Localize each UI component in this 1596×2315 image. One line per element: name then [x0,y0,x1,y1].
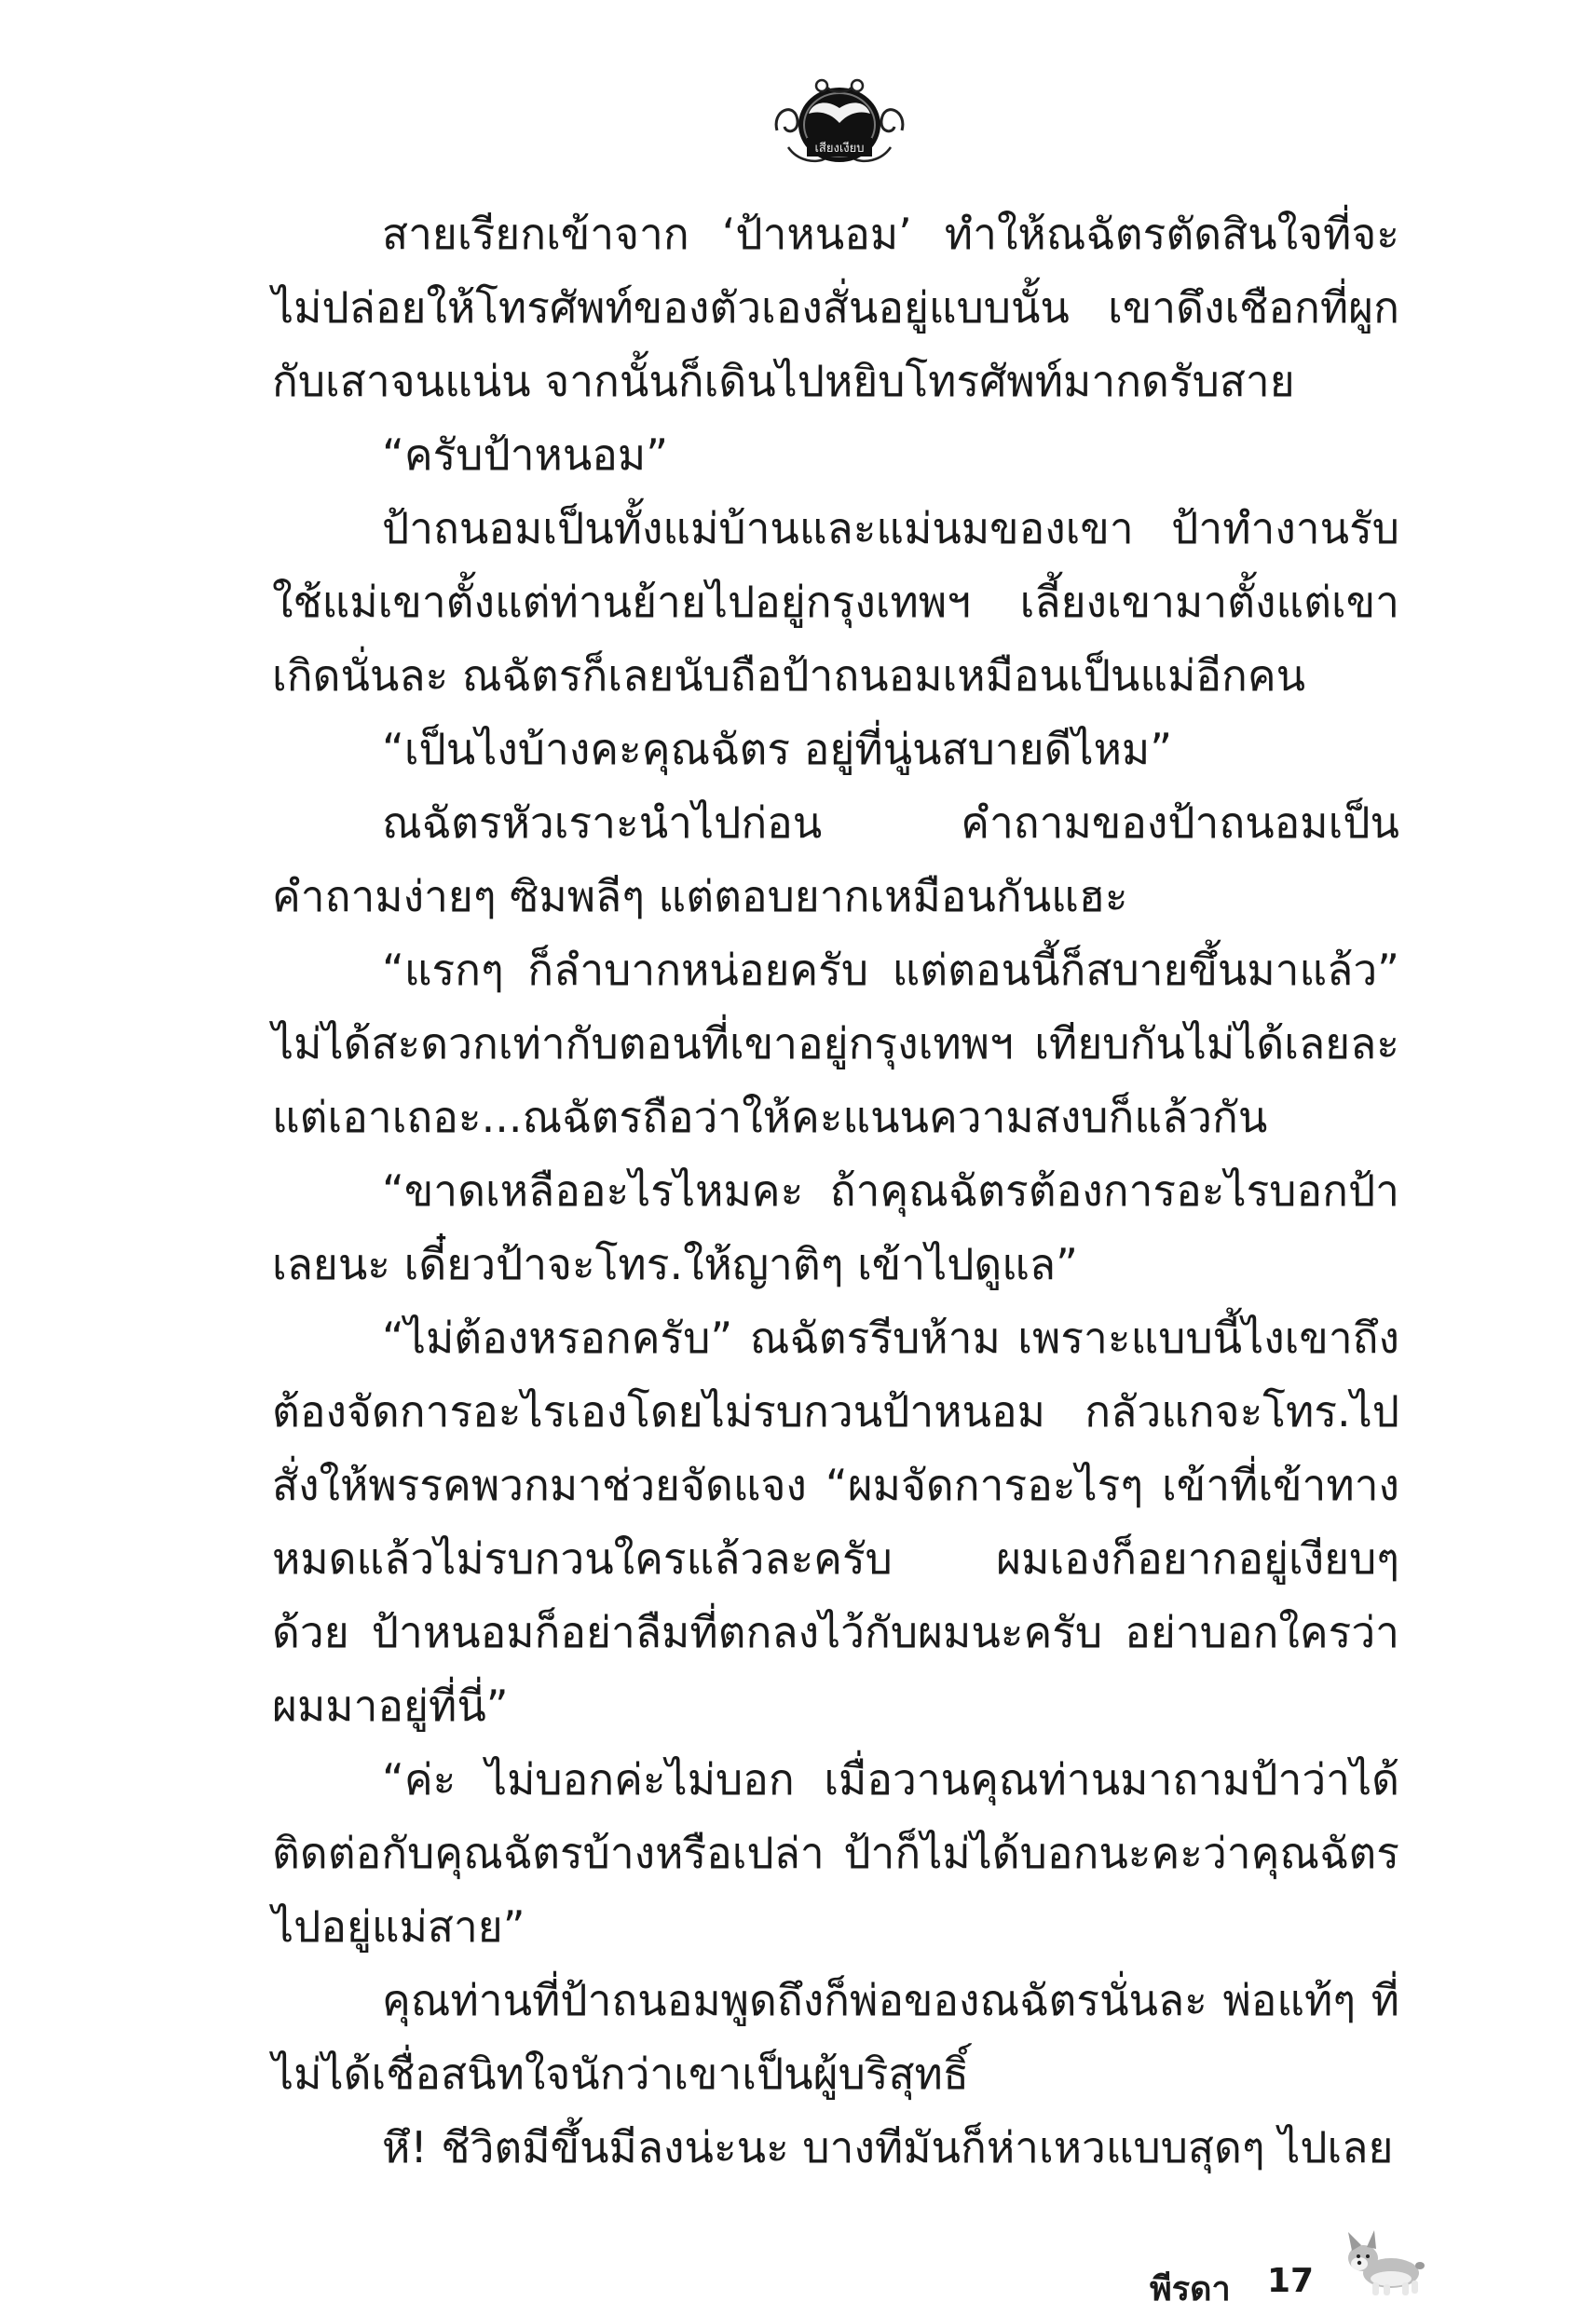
paragraph: “ขาดเหลืออะไรไหมคะ ถ้าคุณฉัตรต้องการอะไรบอกป้าเลยนะ เดี๋ยวป้าจะโทร.ให้ญาติๆ เข้าไปดูแล” [272,1165,1399,1289]
author-name: พีรดา [1150,2270,1231,2308]
paragraph: หึ! ชีวิตมีขึ้นมีลงน่ะนะ บางทีมันก็ห่าเหวแบบสุดๆ ไปเลย [382,2122,1394,2172]
page-number: 17 [1267,2262,1315,2300]
paragraph: ณฉัตรหัวเราะนำไปก่อน คำถามของป้าถนอมเป็นคำถามง่ายๆ ซิมพลีๆ แต่ตอบยากเหมือนกันแฮะ [272,797,1399,921]
body-text [272,197,1399,2185]
page-footer [1137,2256,1435,2312]
paragraph: “ค่ะ ไม่บอกค่ะไม่บอก เมื่อวานคุณท่านมาถามป้าว่าได้ติดต่อกับคุณฉัตรบ้างหรือเปล่า ป้าก็ไม่ได้บอกนะคะว่าคุณฉัตรไปอยู่แม่สาย” [272,1754,1399,1952]
paragraph: ป้าถนอมเป็นทั้งแม่บ้านและแม่นมของเขา ป้าทำงานรับใช้แม่เขาตั้งแต่ท่านย้ายไปอยู่กรุงเทพฯ เลี้ยงเขามาตั้งแต่เขาเกิดนั่นละ ณฉัตรก็เลยนับถือป้าถนอมเหมือนเป็นแม่อีกคน [272,503,1399,701]
paragraph: “ไม่ต้องหรอกครับ” ณฉัตรรีบห้าม เพราะแบบนี้ไงเขาถึงต้องจัดการอะไรเองโดยไม่รบกวนป้าหนอม กลัวแกจะโทร.ไปสั่งให้พรรคพวกมาช่วยจัดแจง “ผมจัดการอะไรๆ เข้าที่เข้าทางหมดแล้วไม่รบกวนใครแล้วละครับ ผมเองก็อยากอยู่เงียบๆ ด้วย ป้าหนอมก็อย่าลืมที่ตกลงไว้กับผมนะครับ อย่าบอกใครว่าผมมาอยู่ที่นี่” [272,1313,1399,1731]
paragraph: “ครับป้าหนอม” [382,429,669,480]
paragraph: สายเรียกเข้าจาก ‘ป้าหนอม’ ทำให้ณฉัตรตัดสินใจที่จะไม่ปล่อยให้โทรศัพท์ของตัวเองสั่นอยู่แบบนั้น เขาดึงเชือกที่ผูกกับเสาจนแน่น จากนั้นก็เดินไปหยิบโทรศัพท์มากดรับสาย [272,209,1399,406]
ornamental-book-emblem-icon [770,73,909,175]
paragraph: “เป็นไงบ้างคะคุณฉัตร อยู่ที่นู่นสบายดีไหม” [382,724,1173,774]
emblem-text: เสียงเงียบ [814,142,865,156]
paragraph: คุณท่านที่ป้าถนอมพูดถึงก็พ่อของณฉัตรนั่นละ พ่อแท้ๆ ที่ไม่ได้เชื่อสนิทใจนักว่าเขาเป็นผู้บริสุทธิ์ [272,1975,1399,2099]
corgi-dog-icon [1337,2228,1430,2303]
paragraph: “แรกๆ ก็ลำบากหน่อยครับ แต่ตอนนี้ก็สบายขึ้นมาแล้ว” ไม่ได้สะดวกเท่ากับตอนที่เขาอยู่กรุงเทพฯ เทียบกันไม่ได้เลยละ แต่เอาเถอะ...ณฉัตรถือว่าให้คะแนนความสงบก็แล้วกัน [272,945,1399,1142]
